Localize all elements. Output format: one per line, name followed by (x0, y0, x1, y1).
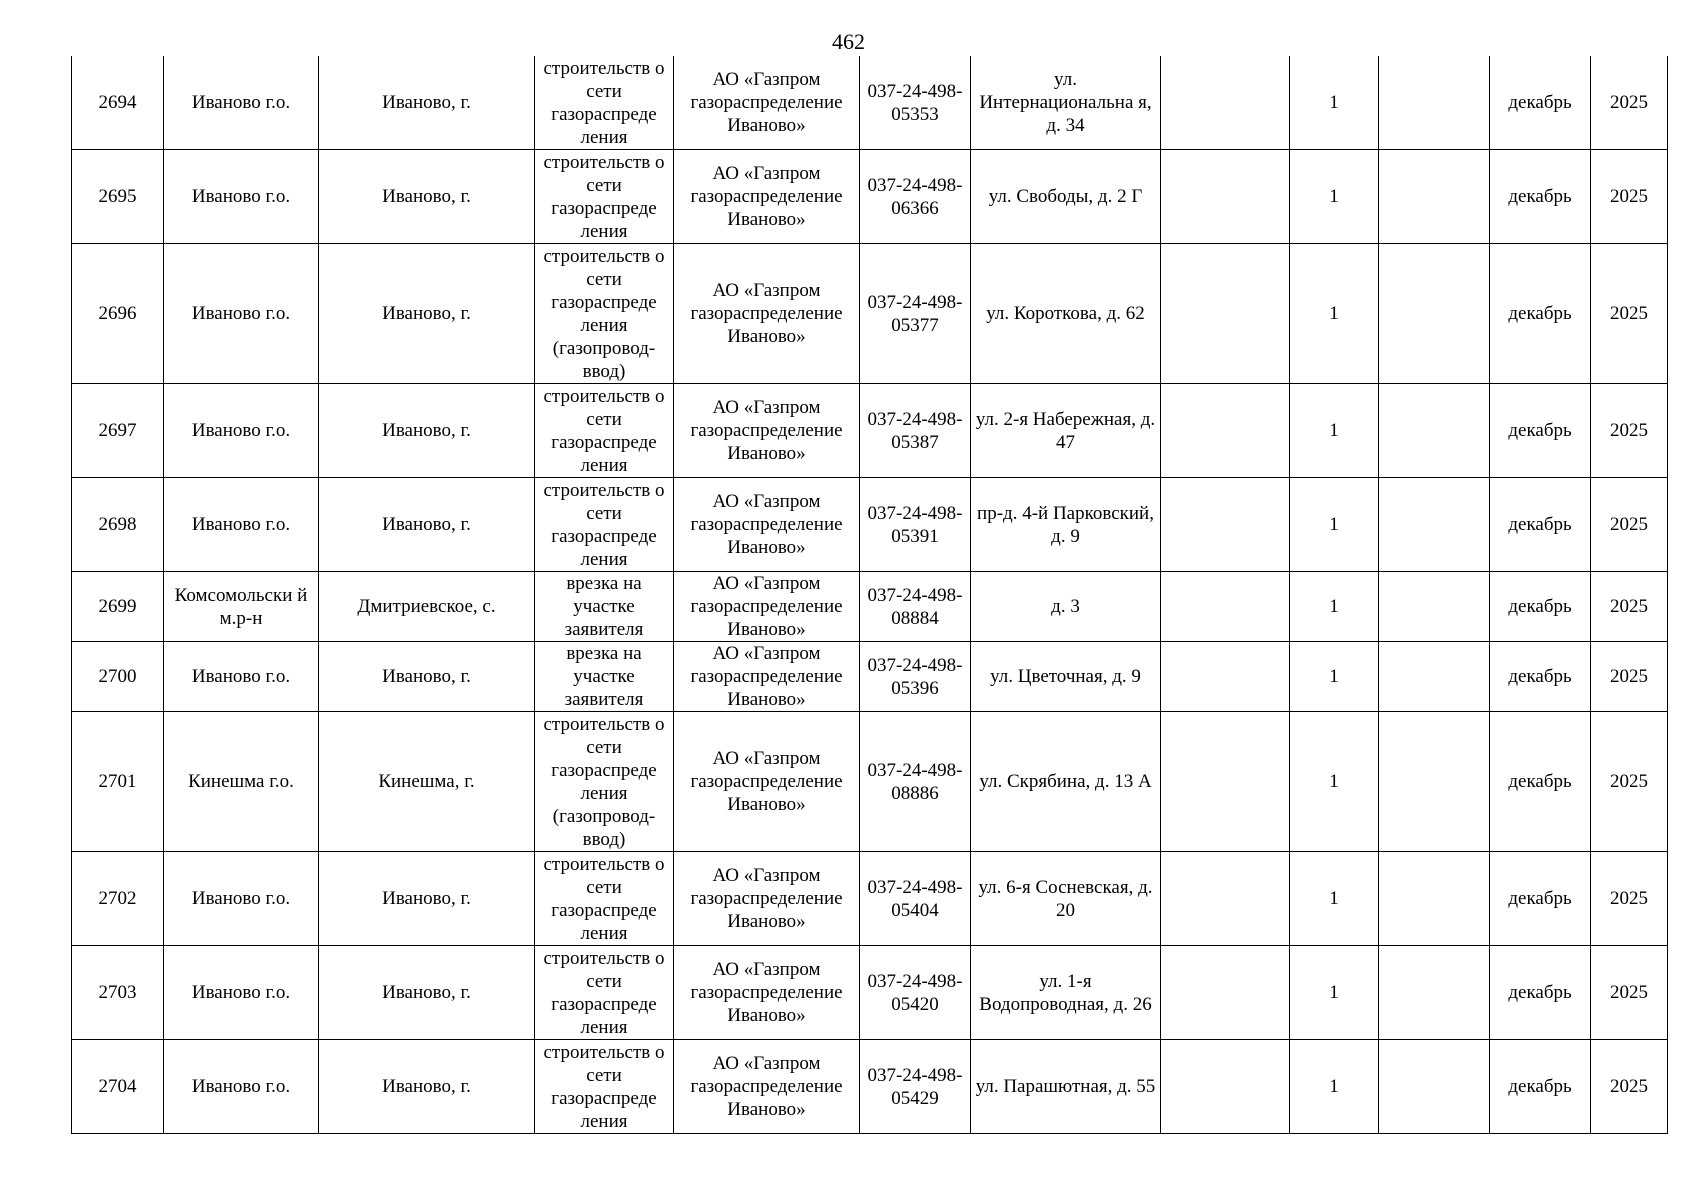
locality-cell: Кинешма, г. (319, 712, 535, 852)
year-cell: 2025 (1591, 852, 1668, 946)
month-cell: декабрь (1490, 150, 1591, 244)
month-cell: декабрь (1490, 1040, 1591, 1134)
organization-cell: АО «Газпром газораспределение Иваново» (674, 712, 860, 852)
month-cell: декабрь (1490, 478, 1591, 572)
table-row (72, 1040, 1668, 1134)
month-cell: декабрь (1490, 384, 1591, 478)
quantity-cell: 1 (1290, 852, 1379, 946)
empty-cell (1379, 642, 1490, 712)
quantity-cell: 1 (1290, 1040, 1379, 1134)
year-cell: 2025 (1591, 946, 1668, 1040)
locality-cell: Иваново, г. (319, 478, 535, 572)
work-type-cell: строительств о сети газораспреде ления (535, 1040, 674, 1134)
quantity-cell: 1 (1290, 712, 1379, 852)
work-type-cell: строительств о сети газораспреде ления (газопровод-ввод) (535, 712, 674, 852)
organization-cell: АО «Газпром газораспределение Иваново» (674, 946, 860, 1040)
row-number: 2697 (72, 384, 164, 478)
registry-table (71, 56, 1668, 1134)
code-cell: 037-24-498-05420 (860, 946, 971, 1040)
district-cell: Иваново г.о. (164, 478, 319, 572)
organization-cell: АО «Газпром газораспределение Иваново» (674, 572, 860, 642)
month-cell: декабрь (1490, 852, 1591, 946)
empty-cell (1379, 150, 1490, 244)
code-cell: 037-24-498-08886 (860, 712, 971, 852)
locality-cell: Иваново, г. (319, 150, 535, 244)
locality-cell: Дмитриевское, с. (319, 572, 535, 642)
quantity-cell: 1 (1290, 572, 1379, 642)
row-number: 2702 (72, 852, 164, 946)
work-type-cell: строительств о сети газораспреде ления (535, 384, 674, 478)
row-number: 2704 (72, 1040, 164, 1134)
year-cell: 2025 (1591, 642, 1668, 712)
organization-cell: АО «Газпром газораспределение Иваново» (674, 384, 860, 478)
table-row (72, 56, 1668, 150)
month-cell: декабрь (1490, 56, 1591, 150)
district-cell: Комсомольски й м.р-н (164, 572, 319, 642)
district-cell: Иваново г.о. (164, 642, 319, 712)
address-cell: ул. 1-я Водопроводная, д. 26 (971, 946, 1161, 1040)
quantity-cell: 1 (1290, 244, 1379, 384)
row-number: 2695 (72, 150, 164, 244)
empty-cell (1379, 56, 1490, 150)
empty-cell (1161, 852, 1290, 946)
table-row (72, 712, 1668, 852)
organization-cell: АО «Газпром газораспределение Иваново» (674, 852, 860, 946)
year-cell: 2025 (1591, 1040, 1668, 1134)
page-number: 462 (832, 29, 865, 54)
code-cell: 037-24-498-05353 (860, 56, 971, 150)
empty-cell (1161, 572, 1290, 642)
district-cell: Иваново г.о. (164, 150, 319, 244)
address-cell: ул. Цветочная, д. 9 (971, 642, 1161, 712)
empty-cell (1161, 150, 1290, 244)
empty-cell (1161, 946, 1290, 1040)
empty-cell (1161, 642, 1290, 712)
district-cell: Иваново г.о. (164, 1040, 319, 1134)
table-row (72, 572, 1668, 642)
month-cell: декабрь (1490, 712, 1591, 852)
code-cell: 037-24-498-08884 (860, 572, 971, 642)
table-row (72, 384, 1668, 478)
district-cell: Кинешма г.о. (164, 712, 319, 852)
code-cell: 037-24-498-05391 (860, 478, 971, 572)
locality-cell: Иваново, г. (319, 56, 535, 150)
year-cell: 2025 (1591, 572, 1668, 642)
organization-cell: АО «Газпром газораспределение Иваново» (674, 642, 860, 712)
year-cell: 2025 (1591, 478, 1668, 572)
locality-cell: Иваново, г. (319, 1040, 535, 1134)
address-cell: ул. Скрябина, д. 13 А (971, 712, 1161, 852)
organization-cell: АО «Газпром газораспределение Иваново» (674, 1040, 860, 1134)
quantity-cell: 1 (1290, 384, 1379, 478)
work-type-cell: строительств о сети газораспреде ления (535, 56, 674, 150)
row-number: 2703 (72, 946, 164, 1040)
year-cell: 2025 (1591, 150, 1668, 244)
code-cell: 037-24-498-05396 (860, 642, 971, 712)
row-number: 2700 (72, 642, 164, 712)
address-cell: ул. Интернациональна я, д. 34 (971, 56, 1161, 150)
table-row (72, 478, 1668, 572)
row-number: 2694 (72, 56, 164, 150)
empty-cell (1161, 384, 1290, 478)
work-type-cell: строительств о сети газораспреде ления (газопровод-ввод) (535, 244, 674, 384)
quantity-cell: 1 (1290, 642, 1379, 712)
code-cell: 037-24-498-05377 (860, 244, 971, 384)
address-cell: ул. Свободы, д. 2 Г (971, 150, 1161, 244)
empty-cell (1161, 1040, 1290, 1134)
code-cell: 037-24-498-05404 (860, 852, 971, 946)
code-cell: 037-24-498-05429 (860, 1040, 971, 1134)
code-cell: 037-24-498-06366 (860, 150, 971, 244)
district-cell: Иваново г.о. (164, 384, 319, 478)
organization-cell: АО «Газпром газораспределение Иваново» (674, 244, 860, 384)
work-type-cell: строительств о сети газораспреде ления (535, 478, 674, 572)
year-cell: 2025 (1591, 244, 1668, 384)
empty-cell (1161, 712, 1290, 852)
empty-cell (1379, 946, 1490, 1040)
locality-cell: Иваново, г. (319, 384, 535, 478)
empty-cell (1379, 1040, 1490, 1134)
empty-cell (1161, 478, 1290, 572)
locality-cell: Иваново, г. (319, 642, 535, 712)
row-number: 2701 (72, 712, 164, 852)
empty-cell (1379, 572, 1490, 642)
empty-cell (1379, 244, 1490, 384)
empty-cell (1379, 384, 1490, 478)
empty-cell (1161, 56, 1290, 150)
address-cell: ул. 2-я Набережная, д. 47 (971, 384, 1161, 478)
district-cell: Иваново г.о. (164, 56, 319, 150)
quantity-cell: 1 (1290, 946, 1379, 1040)
code-cell: 037-24-498-05387 (860, 384, 971, 478)
row-number: 2699 (72, 572, 164, 642)
address-cell: ул. 6-я Сосневская, д. 20 (971, 852, 1161, 946)
table-row (72, 642, 1668, 712)
work-type-cell: врезка на участке заявителя (535, 642, 674, 712)
year-cell: 2025 (1591, 56, 1668, 150)
locality-cell: Иваново, г. (319, 852, 535, 946)
month-cell: декабрь (1490, 642, 1591, 712)
empty-cell (1379, 478, 1490, 572)
work-type-cell: строительств о сети газораспреде ления (535, 946, 674, 1040)
quantity-cell: 1 (1290, 150, 1379, 244)
empty-cell (1161, 244, 1290, 384)
organization-cell: АО «Газпром газораспределение Иваново» (674, 150, 860, 244)
year-cell: 2025 (1591, 712, 1668, 852)
year-cell: 2025 (1591, 384, 1668, 478)
address-cell: д. 3 (971, 572, 1161, 642)
quantity-cell: 1 (1290, 478, 1379, 572)
district-cell: Иваново г.о. (164, 244, 319, 384)
table-row (72, 852, 1668, 946)
table-row (72, 946, 1668, 1040)
address-cell: ул. Короткова, д. 62 (971, 244, 1161, 384)
address-cell: ул. Парашютная, д. 55 (971, 1040, 1161, 1134)
month-cell: декабрь (1490, 946, 1591, 1040)
row-number: 2698 (72, 478, 164, 572)
work-type-cell: врезка на участке заявителя (535, 572, 674, 642)
empty-cell (1379, 852, 1490, 946)
work-type-cell: строительств о сети газораспреде ления (535, 150, 674, 244)
district-cell: Иваново г.о. (164, 852, 319, 946)
district-cell: Иваново г.о. (164, 946, 319, 1040)
quantity-cell: 1 (1290, 56, 1379, 150)
month-cell: декабрь (1490, 572, 1591, 642)
organization-cell: АО «Газпром газораспределение Иваново» (674, 56, 860, 150)
table-row (72, 244, 1668, 384)
locality-cell: Иваново, г. (319, 244, 535, 384)
locality-cell: Иваново, г. (319, 946, 535, 1040)
table-row (72, 150, 1668, 244)
row-number: 2696 (72, 244, 164, 384)
address-cell: пр-д. 4-й Парковский, д. 9 (971, 478, 1161, 572)
organization-cell: АО «Газпром газораспределение Иваново» (674, 478, 860, 572)
work-type-cell: строительств о сети газораспреде ления (535, 852, 674, 946)
month-cell: декабрь (1490, 244, 1591, 384)
empty-cell (1379, 712, 1490, 852)
